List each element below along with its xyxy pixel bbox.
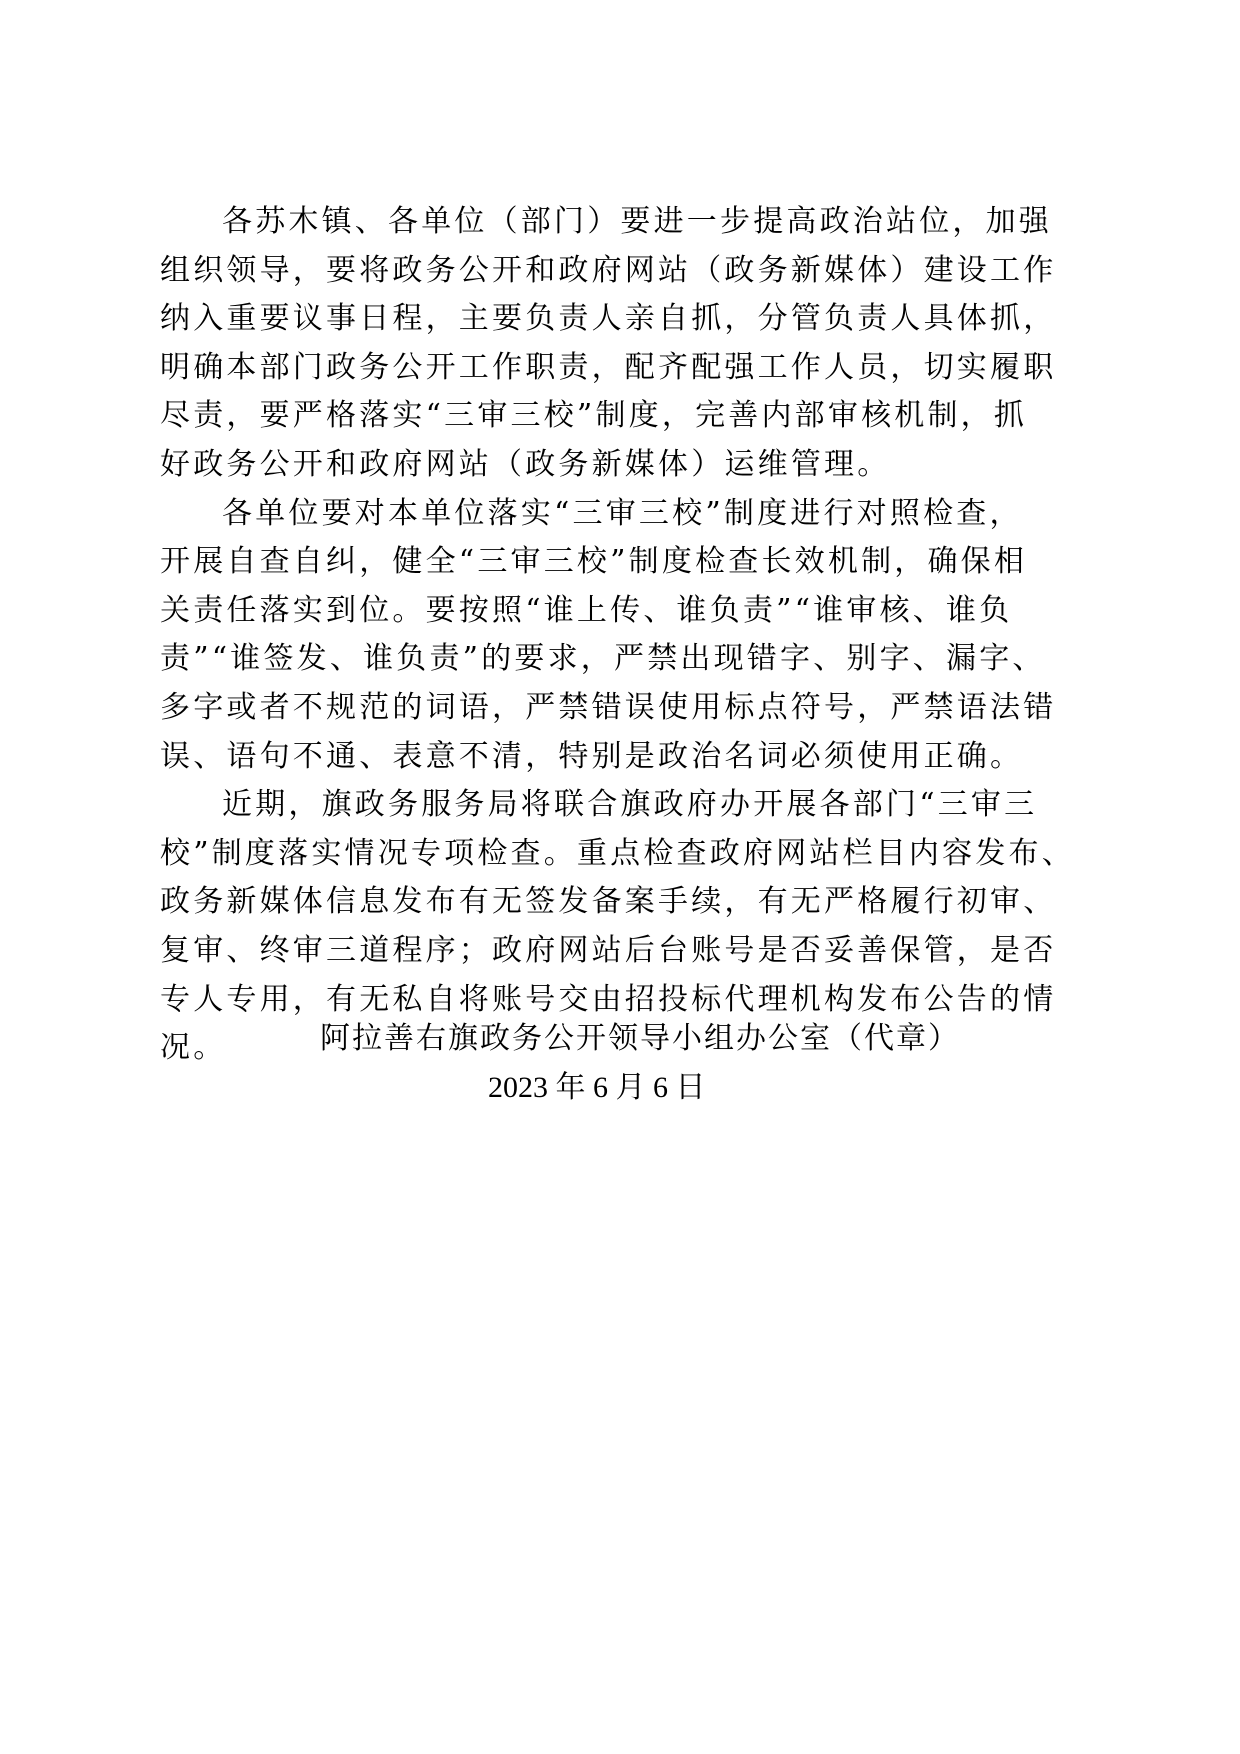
document-body <box>160 198 1100 1073</box>
paragraph-1-line-2: 组织领导，要将政务公开和政府网站（政务新媒体）建设工作 <box>160 252 1057 288</box>
paragraph-1-line-1: 各苏木镇、各单位（部门）要进一步提高政治站位，加强 <box>222 204 1052 239</box>
signature-office: 阿拉善右旗政务公开领导小组办公室（代章） <box>320 1021 960 1056</box>
paragraph-2-line-2: 开展自查自纠，健全“三审三校”制度检查长效机制，确保相 <box>160 544 1028 580</box>
paragraph-3-line-2: 校”制度落实情况专项检查。重点检查政府网站栏目内容发布、 <box>160 835 1075 871</box>
signature-date: 2023 年 6 月 6 日 <box>488 1071 706 1104</box>
paragraph-1-line-6: 好政务公开和政府网站（政务新媒体）运维管理。 <box>160 446 891 482</box>
paragraph-3-line-1: 近期，旗政务服务局将联合旗政府办开展各部门“三审三 <box>222 787 1038 823</box>
paragraph-2-line-6: 误、语句不通、表意不清，特别是政治名词必须使用正确。 <box>160 738 1024 774</box>
paragraph-2-line-1: 各单位要对本单位落实“三审三校”制度进行对照检查， <box>222 495 1023 531</box>
paragraph-3-line-3: 政务新媒体信息发布有无签发备案手续，有无严格履行初审、 <box>160 884 1057 920</box>
paragraph-1-line-3: 纳入重要议事日程，主要负责人亲自抓，分管负责人具体抓， <box>160 301 1057 337</box>
paragraph-2-line-4: 责”“谁签发、谁负责”的要求，严禁出现错字、别字、漏字、 <box>160 641 1046 677</box>
paragraph-3-line-4: 复审、终审三道程序；政府网站后台账号是否妥善保管，是否 <box>160 932 1057 968</box>
paragraph-1-line-4: 明确本部门政务公开工作职责，配齐配强工作人员，切实履职 <box>160 349 1057 385</box>
paragraph-2-line-5: 多字或者不规范的词语，严禁错误使用标点符号，严禁语法错 <box>160 689 1057 725</box>
paragraph-2-line-3: 关责任落实到位。要按照“谁上传、谁负责”“谁审核、谁负 <box>160 592 1013 628</box>
paragraph-3-line-6: 况。 <box>160 1030 227 1066</box>
paragraph-1-line-5: 尽责，要严格落实“三审三校”制度，完善内部审核机制，抓 <box>160 398 1028 434</box>
paragraph-3-line-5: 专人专用，有无私自将账号交由招投标代理机构发布公告的情 <box>160 981 1057 1017</box>
